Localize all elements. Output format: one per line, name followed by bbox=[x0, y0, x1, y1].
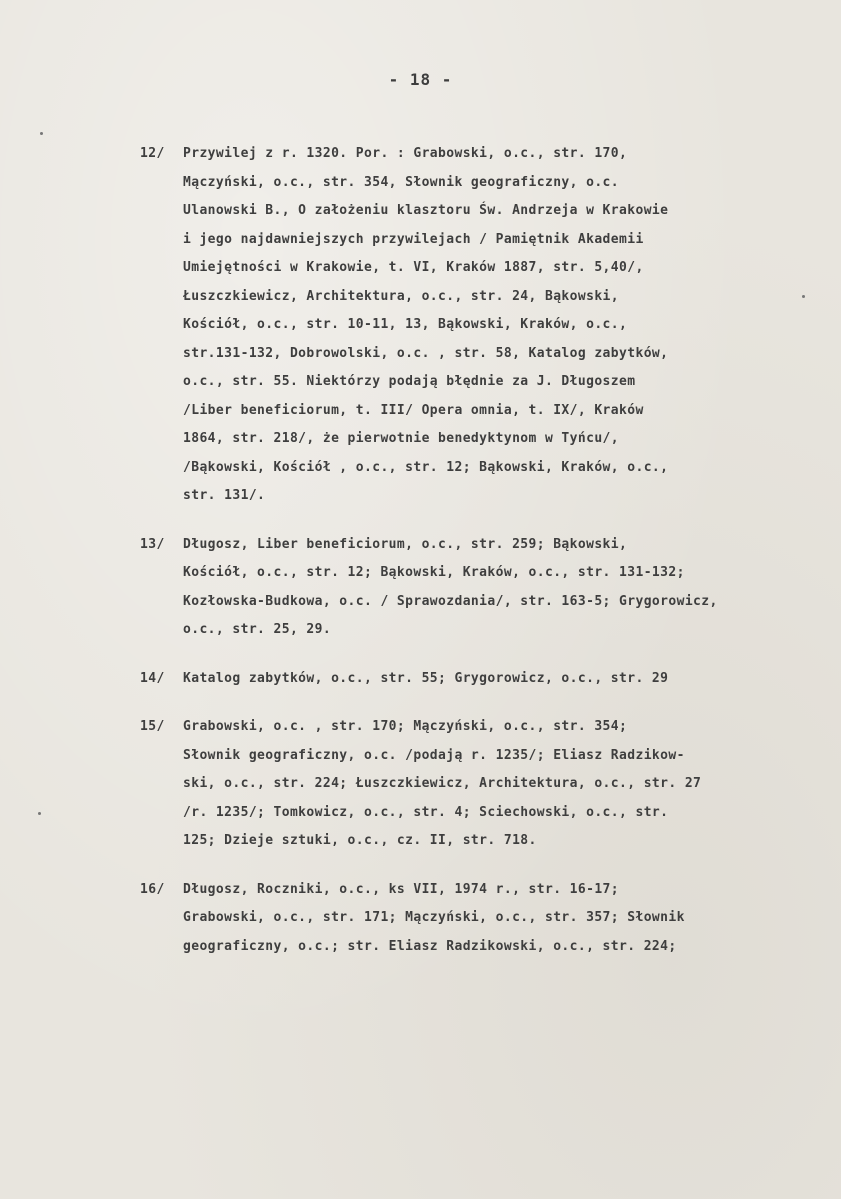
footnote-line: Katalog zabytków, o.c., str. 55; Grygorowicz, o.c., str. 29 bbox=[183, 670, 669, 686]
footnote-text bbox=[183, 713, 833, 856]
footnote-line: Kozłowska-Budkowa, o.c. / Sprawozdania/, str. 163-5; Grygorowicz, bbox=[183, 593, 718, 609]
footnote-line: 125; Dzieje sztuki, o.c., cz. II, str. 718. bbox=[183, 833, 537, 848]
footnote-line: Grabowski, o.c., str. 171; Mączyński, o.c., str. 357; Słownik bbox=[183, 910, 685, 925]
footnote bbox=[0, 531, 841, 645]
footnote-line: i jego najdawniejszych przywilejach / Pamiętnik Akademii bbox=[183, 231, 644, 247]
footnote-line: /Bąkowski, Kościół , o.c., str. 12; Bąkowski, Kraków, o.c., bbox=[183, 459, 669, 475]
footnote-line: Słownik geograficzny, o.c. /podają r. 1235/; Eliasz Radzikow- bbox=[183, 747, 685, 763]
footnote-line: Grabowski, o.c. , str. 170; Mączyński, o.c., str. 354; bbox=[183, 719, 628, 734]
footnote bbox=[0, 876, 841, 962]
footnote-text bbox=[183, 140, 833, 511]
footnote-line: Długosz, Roczniki, o.c., ks VII, 1974 r., str. 16-17; bbox=[183, 881, 620, 897]
footnote-line: Łuszczkiewicz, Architektura, o.c., str. 24, Bąkowski, bbox=[183, 288, 620, 304]
footnote-line: 1864, str. 218/, że pierwotnie benedyktynom w Tyńcu/, bbox=[183, 431, 620, 446]
footnote-line: o.c., str. 55. Niektórzy podają błędnie za J. Długoszem bbox=[183, 374, 636, 389]
footnote-number: 15/ bbox=[140, 719, 165, 734]
footnote-line: Długosz, Liber beneficiorum, o.c., str. 259; Bąkowski, bbox=[183, 536, 628, 552]
footnote-number: 16/ bbox=[140, 881, 165, 897]
footnote-line: Kościół, o.c., str. 12; Bąkowski, Kraków, o.c., str. 131-132; bbox=[183, 565, 685, 580]
footnote-line: /r. 1235/; Tomkowicz, o.c., str. 4; Sciechowski, o.c., str. bbox=[183, 804, 669, 820]
margin-speck bbox=[40, 132, 43, 135]
footnote-text bbox=[183, 531, 833, 645]
margin-speck bbox=[38, 812, 41, 815]
footnote-line: /Liber beneficiorum, t. III/ Opera omnia, t. IX/, Kraków bbox=[183, 402, 644, 418]
footnote-line: str.131-132, Dobrowolski, o.c. , str. 58, Katalog zabytków, bbox=[183, 345, 669, 361]
footnote-number: 14/ bbox=[140, 670, 165, 686]
footnote-text bbox=[183, 876, 833, 962]
footnote-number: 12/ bbox=[140, 146, 165, 161]
page-number: - 18 - bbox=[388, 70, 453, 89]
footnote-line: Umiejętności w Krakowie, t. VI, Kraków 1887, str. 5,40/, bbox=[183, 260, 644, 275]
footnote-list bbox=[0, 140, 841, 981]
footnote-line: ski, o.c., str. 224; Łuszczkiewicz, Architektura, o.c., str. 27 bbox=[183, 776, 702, 791]
footnote-line: Kościół, o.c., str. 10-11, 13, Bąkowski, Kraków, o.c., bbox=[183, 317, 628, 332]
footnote bbox=[0, 140, 841, 511]
footnote-line: Mączyński, o.c., str. 354, Słownik geograficzny, o.c. bbox=[183, 174, 620, 190]
footnote-text bbox=[183, 665, 833, 694]
footnote-line: Przywilej z r. 1320. Por. : Grabowski, o.c., str. 170, bbox=[183, 146, 628, 161]
margin-speck bbox=[802, 295, 805, 298]
footnote-line: o.c., str. 25, 29. bbox=[183, 622, 332, 637]
footnote bbox=[0, 713, 841, 856]
footnote-number: 13/ bbox=[140, 536, 165, 552]
footnote bbox=[0, 665, 841, 694]
footnote-line: str. 131/. bbox=[183, 488, 266, 503]
footnote-line: Ulanowski B., O założeniu klasztoru Św. Andrzeja w Krakowie bbox=[183, 203, 669, 218]
footnote-line: geograficzny, o.c.; str. Eliasz Radzikowski, o.c., str. 224; bbox=[183, 938, 677, 954]
